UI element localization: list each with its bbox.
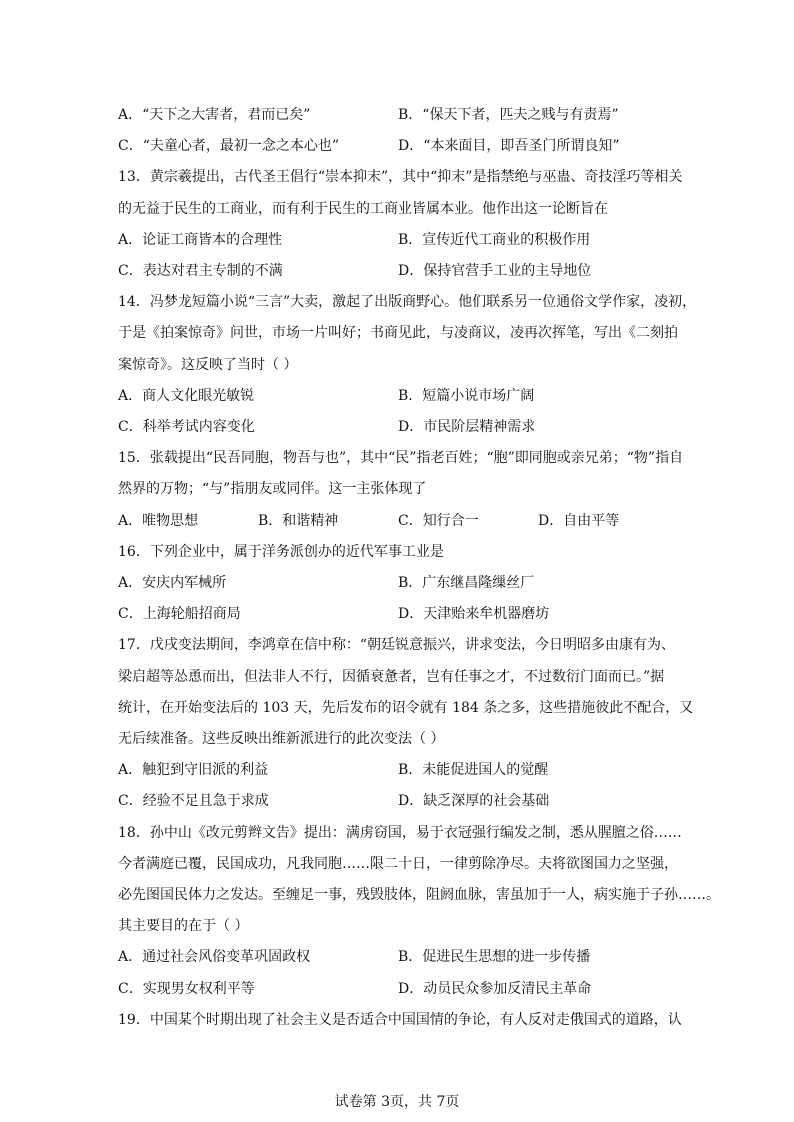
q16-option-d: D．天津贻来牟机器磨坊 bbox=[398, 606, 550, 623]
question-18-line: 其主要目的在于（ ） bbox=[118, 918, 249, 935]
question-13 bbox=[118, 162, 683, 287]
q18-option-c: C．实现男女权利平等 bbox=[118, 980, 255, 997]
q14-option-a: A．商人文化眼光敏锐 bbox=[118, 387, 255, 404]
q15-option-c: C．知行合一 bbox=[398, 512, 479, 529]
q18-option-b: B．促进民生思想的进一步传播 bbox=[398, 949, 591, 966]
question-15-line: 然界的万物；“与”指朋友或同伴。这一主张体现了 bbox=[118, 481, 427, 498]
q17-option-d: D．缺乏深厚的社会基础 bbox=[398, 793, 550, 810]
question-17-line: 17．戊戌变法期间，李鸿章在信中称：“朝廷锐意振兴，讲求变法，今日明昭多由康有为、 bbox=[118, 637, 675, 654]
q13-option-b: B．宣传近代工商业的积极作用 bbox=[398, 231, 591, 248]
q14-options-row-2 bbox=[118, 412, 678, 443]
q16-options-row-1 bbox=[118, 568, 678, 599]
page-footer: 试卷第 3页，共 7页 bbox=[334, 1094, 460, 1110]
question-14-line: 案惊奇》。这反映了当时（ ） bbox=[118, 356, 298, 373]
question-14 bbox=[118, 287, 697, 443]
page-content bbox=[118, 100, 720, 1036]
q12-options-row-2 bbox=[118, 131, 678, 162]
q17-options-row-2 bbox=[118, 786, 678, 817]
q15-option-a: A．唯物思想 bbox=[118, 512, 199, 529]
question-14-line: 14．冯梦龙短篇小说“三言”大卖，激起了出版商野心。他们联系另一位通俗文学作家，凌初， bbox=[118, 294, 697, 311]
q18-options-row-1 bbox=[118, 942, 678, 973]
question-18-line: 18．孙中山《改元剪辫文告》提出：满虏窃国，易于衣冠强行编发之制，悉从腥膻之俗…… bbox=[118, 824, 682, 841]
q16-option-b: B．广东继昌隆缫丝厂 bbox=[398, 575, 535, 592]
q16-options-row-2 bbox=[118, 599, 678, 630]
question-18 bbox=[118, 818, 720, 1005]
q16-option-a: A．安庆内军械所 bbox=[118, 575, 227, 592]
question-16-line: 16．下列企业中，属于洋务派创办的近代军事工业是 bbox=[118, 543, 444, 560]
q14-option-c: C．科举考试内容变化 bbox=[118, 419, 255, 436]
question-18-line: 必先图国民体力之发达。至缠足一事，残毁肢体，阻阏血脉，害虽加于一人，病实施于子孙……。 bbox=[118, 887, 720, 904]
q12-option-b: B．“保天下者，匹夫之贱与有责焉” bbox=[398, 107, 619, 123]
q13-options-row-1 bbox=[118, 225, 678, 256]
q17-option-b: B．未能促进国人的觉醒 bbox=[398, 762, 549, 779]
q12-options-row-1 bbox=[118, 100, 678, 131]
q13-options-row-2 bbox=[118, 256, 678, 287]
q15-options-row bbox=[118, 506, 678, 537]
q18-options-row-2 bbox=[118, 974, 678, 1005]
q15-option-b: B．和谐精神 bbox=[258, 512, 339, 529]
q12-option-c: C．“夫童心者，最初一念之本心也” bbox=[118, 138, 340, 155]
question-16 bbox=[118, 537, 678, 631]
q17-option-a: A．触犯到守旧派的利益 bbox=[118, 762, 269, 779]
question-17 bbox=[118, 630, 694, 817]
question-17-line: 统计，在开始变法后的 103 天，先后发布的诏令就有 184 条之多，这些措施彼此不配合，又 bbox=[118, 699, 694, 716]
q18-option-d: D．动员民众参加反清民主革命 bbox=[398, 980, 592, 997]
question-14-line: 于是《拍案惊奇》问世，市场一片叫好；书商见此，与凌商议，凌再次挥笔，写出《二刻拍 bbox=[118, 325, 678, 342]
question-19 bbox=[118, 1005, 682, 1036]
question-17-line: 无后续准备。这些反映出维新派进行的此次变法（ ） bbox=[118, 731, 445, 748]
question-15-line: 15．张载提出“民吾同胞，物吾与也”，其中“民”指老百姓；“胞”即同胞或亲兄弟；“物”指自 bbox=[118, 450, 684, 467]
question-13-line: 的无益于民生的工商业，而有利于民生的工商业皆属本业。他作出这一论断旨在 bbox=[118, 200, 608, 217]
q13-option-c: C．表达对君主专制的不满 bbox=[118, 263, 283, 280]
question-13-line: 13．黄宗羲提出，古代圣王倡行“崇本抑末”，其中“抑末”是指禁绝与巫蛊、奇技淫巧等相关 bbox=[118, 169, 683, 186]
question-17-line: 梁启超等怂恿而出，但法非人不行，因循衰惫者，岂有任事之才，不过数衍门面而已。”据 bbox=[118, 668, 665, 685]
q15-option-d: D．自由平等 bbox=[538, 512, 620, 529]
question-15 bbox=[118, 443, 684, 537]
q14-option-d: D．市民阶层精神需求 bbox=[398, 419, 536, 436]
q14-option-b: B．短篇小说市场广阔 bbox=[398, 387, 535, 404]
question-18-line: 今者满庭已覆，民国成功，凡我同胞……限二十日，一律剪除净尽。夫将欲图国力之坚强， bbox=[118, 855, 678, 872]
q13-option-d: D．保持官营手工业的主导地位 bbox=[398, 263, 592, 280]
q12-option-a: A．“天下之大害者，君而已矣” bbox=[118, 107, 311, 123]
q16-option-c: C．上海轮船招商局 bbox=[118, 606, 241, 623]
q14-options-row-1 bbox=[118, 381, 678, 412]
q17-option-c: C．经验不足且急于求成 bbox=[118, 793, 269, 810]
question-19-line: 19．中国某个时期出现了社会主义是否适合中国国情的争论，有人反对走俄国式的道路，认 bbox=[118, 1011, 682, 1028]
q12-option-d: D．“本来面目，即吾圣门所谓良知” bbox=[398, 138, 620, 155]
q18-option-a: A．通过社会风俗变革巩固政权 bbox=[118, 949, 311, 966]
q17-options-row-1 bbox=[118, 755, 678, 786]
q13-option-a: A．论证工商皆本的合理性 bbox=[118, 231, 283, 248]
